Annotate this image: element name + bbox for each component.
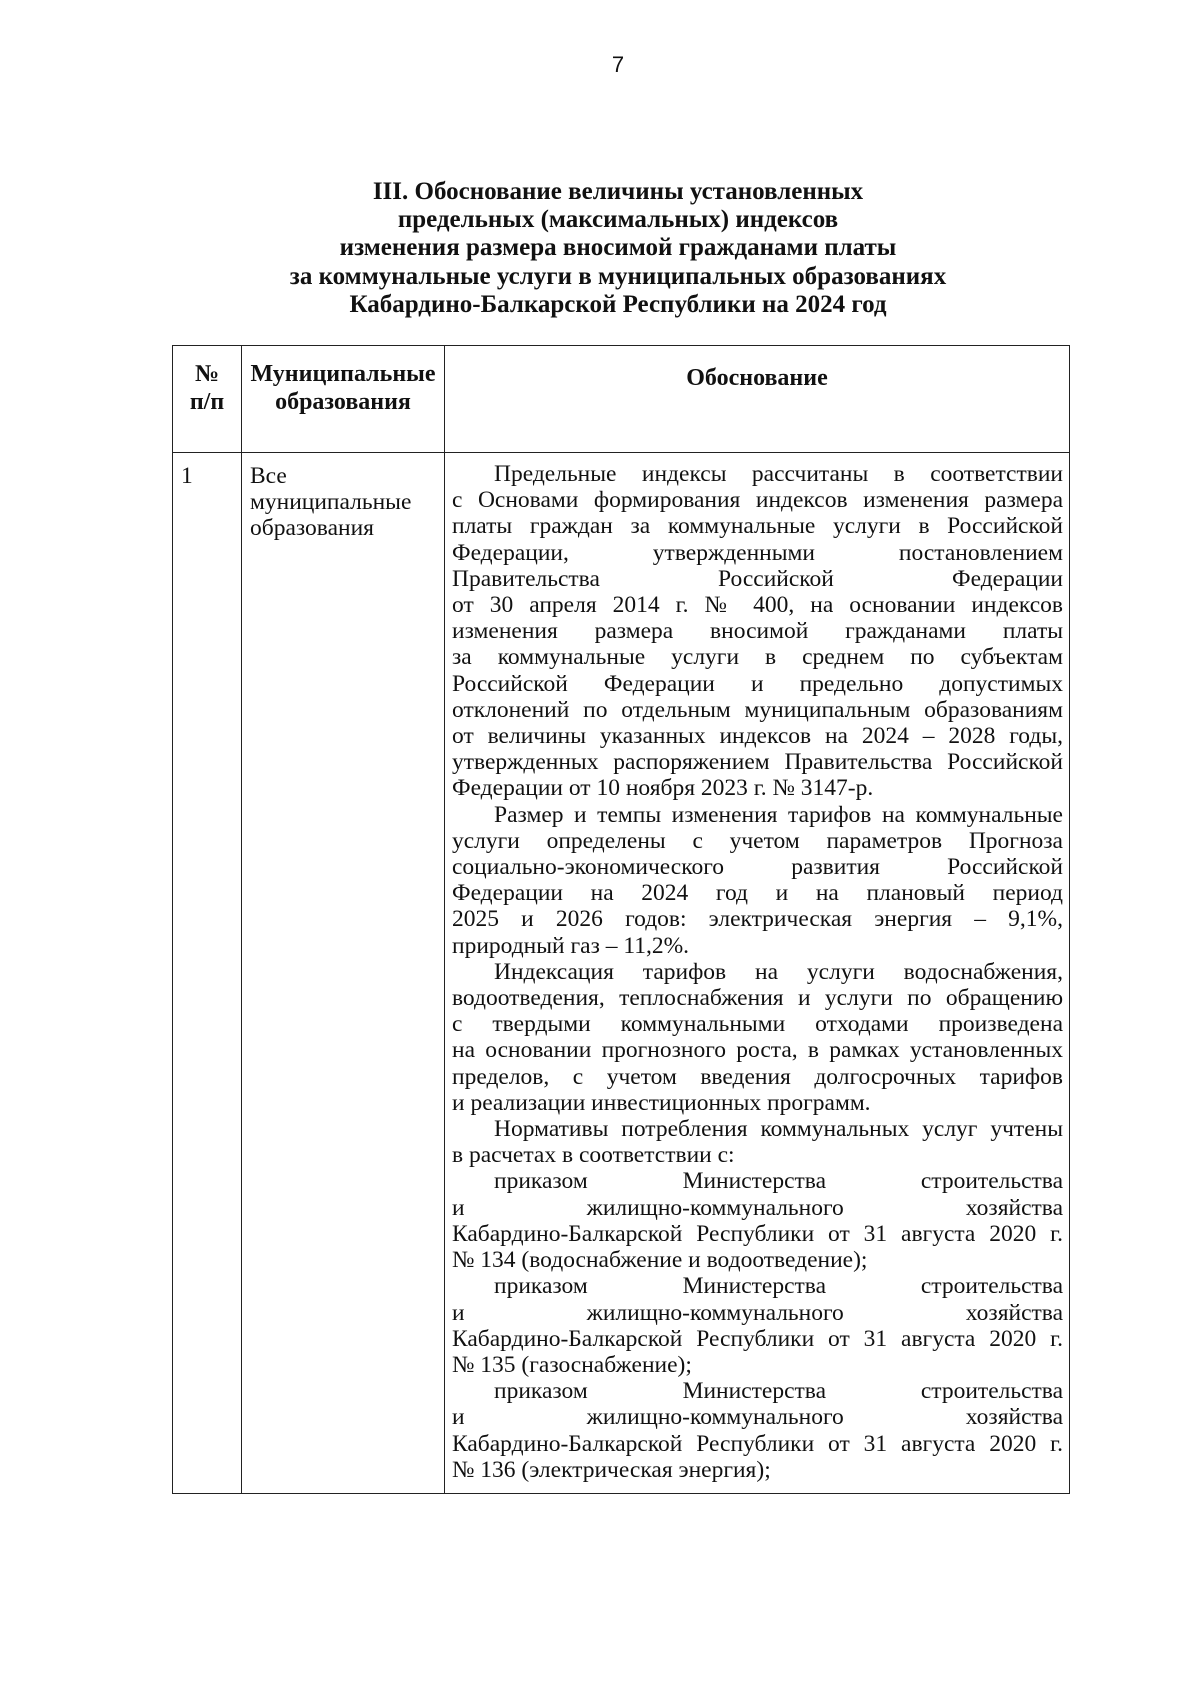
justification-line: Размер и темпы изменения тарифов на коммунальные	[494, 801, 1063, 828]
header-municipality	[242, 346, 445, 453]
section-heading	[200, 178, 1036, 319]
justification-line: 2025 и 2026 годов: электрическая энергия – 9,1%,	[452, 906, 1063, 933]
row-number: 1	[173, 453, 242, 1494]
heading-line: за коммунальные услуги в муниципальных образованиях	[289, 262, 947, 290]
justification-line: утвержденных распоряжением Правительства Российской	[452, 749, 1063, 776]
justification-line: Кабардино-Балкарской Республики от 31 августа 2020 г.	[452, 1430, 1063, 1457]
justification-line: Федерации, утвержденными постановлением	[452, 539, 1063, 566]
justification-line: и жилищно-коммунального хозяйства	[452, 1299, 1063, 1326]
justification-line: платы граждан за коммунальные услуги в Российской	[452, 513, 1063, 540]
justification-line: приказом Министерства строительства	[494, 1378, 1063, 1405]
justification-line: Федерации от 10 ноября 2023 г. № 3147-р.	[452, 775, 874, 802]
justification-line: Кабардино-Балкарской Республики от 31 августа 2020 г.	[452, 1220, 1063, 1247]
heading-line: предельных (максимальных) индексов	[397, 206, 839, 234]
heading-line: изменения размера вносимой гражданами платы	[339, 234, 897, 262]
page-number: 7	[611, 52, 625, 77]
justification-line: отклонений по отдельным муниципальным образованиям	[452, 696, 1063, 723]
municipality-line: муниципальные	[250, 489, 412, 516]
justification-line: с твердыми коммунальными отходами произведена	[452, 1011, 1063, 1038]
header-number-line: №	[194, 361, 220, 387]
header-number-line: п/п	[189, 389, 225, 415]
header-justification: Обоснование	[445, 346, 1070, 453]
justification-line: в расчетах в соответствии с:	[452, 1142, 735, 1169]
justification-line: Российской Федерации и предельно допустимых	[452, 670, 1063, 697]
header-municipality-line: образования	[275, 389, 411, 415]
justification-line: Нормативы потребления коммунальных услуг учтены	[494, 1116, 1063, 1143]
justification-line: услуги определены с учетом параметров Прогноза	[452, 827, 1063, 854]
row-justification	[445, 453, 1070, 1494]
justification-line: от 30 апреля 2014 г. № 400, на основании индексов	[452, 592, 1063, 619]
justification-line: Кабардино-Балкарской Республики от 31 августа 2020 г.	[452, 1325, 1063, 1352]
justification-line: приказом Министерства строительства	[494, 1273, 1063, 1300]
justification-line: и жилищно-коммунального хозяйства	[452, 1404, 1063, 1431]
table-header-row	[173, 346, 1070, 453]
justification-line: и жилищно-коммунального хозяйства	[452, 1194, 1063, 1221]
justification-table	[172, 345, 1070, 1494]
justification-line: социально-экономического развития Российской	[452, 854, 1063, 881]
heading-line: III. Обоснование величины установленных	[372, 178, 864, 205]
justification-line: водоотведения, теплоснабжения и услуги по обращению	[452, 985, 1063, 1012]
justification-line: пределов, с учетом введения долгосрочных тарифов	[452, 1063, 1063, 1090]
justification-line: Индексация тарифов на услуги водоснабжения,	[494, 958, 1063, 985]
justification-line: № 136 (электрическая энергия);	[452, 1456, 771, 1483]
justification-line: за коммунальные услуги в среднем по субъектам	[452, 644, 1063, 671]
justification-line: природный газ – 11,2%.	[452, 932, 690, 959]
municipality-line: образования	[250, 515, 374, 542]
justification-line: Предельные индексы рассчитаны в соответствии	[494, 461, 1063, 487]
header-municipality-line: Муниципальные	[250, 361, 436, 387]
row-municipality	[242, 453, 445, 1494]
justification-line: № 134 (водоснабжение и водоотведение);	[452, 1247, 868, 1274]
justification-line: изменения размера вносимой гражданами платы	[452, 618, 1063, 645]
justification-line: от величины указанных индексов на 2024 – 2028 годы,	[452, 723, 1063, 750]
justification-line: с Основами формирования индексов изменения размера	[452, 487, 1063, 514]
justification-line: № 135 (газоснабжение);	[452, 1351, 692, 1378]
justification-line: и реализации инвестиционных программ.	[452, 1089, 871, 1116]
heading-line: Кабардино-Балкарской Республики на 2024 год	[349, 290, 887, 318]
justification-line: приказом Министерства строительства	[494, 1168, 1063, 1195]
justification-line: Правительства Российской Федерации	[452, 565, 1063, 592]
justification-line: Федерации на 2024 год и на плановый период	[452, 880, 1063, 907]
justification-line: на основании прогнозного роста, в рамках установленных	[452, 1037, 1063, 1064]
header-number	[173, 346, 242, 453]
table-row	[173, 453, 1070, 1494]
municipality-line: Все	[250, 463, 287, 489]
